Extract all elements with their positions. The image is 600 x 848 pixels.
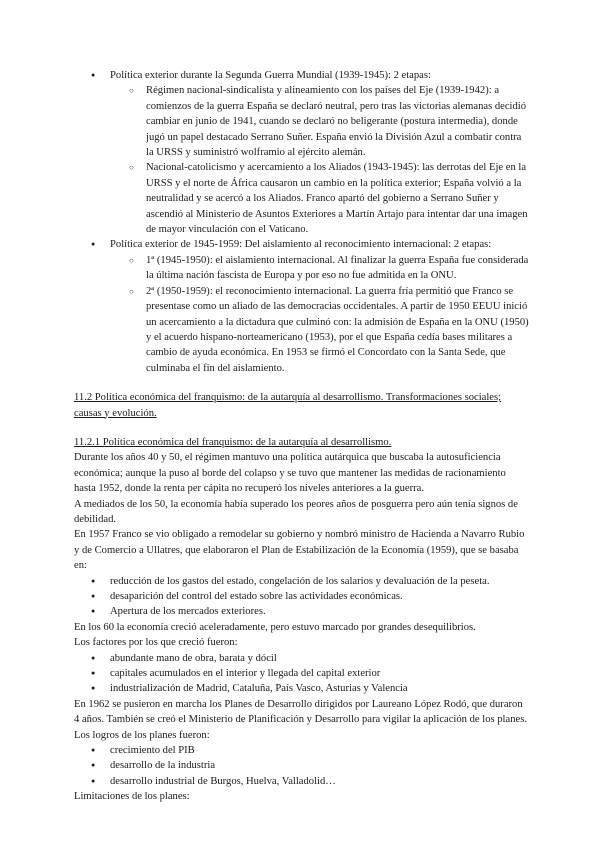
growth-factors-list bbox=[74, 651, 530, 697]
plan-achievements-list bbox=[74, 743, 530, 789]
section-heading: 11.2 Política económica del franquismo: de la autarquía al desarrollismo. Transformaciones sociales; causas y evolución. bbox=[74, 392, 502, 419]
list-item: ● Política exterior de 1945-1959: Del aislamiento al reconocimiento internacional: 2 etapas: bbox=[74, 237, 530, 252]
sub-list-item: ○ Régimen nacional-sindicalista y alineamiento con los países del Eje (1939-1942): a comienzos de la guerra España se declaró neutral, pero tras las victorias alemanas decidió cambiar en junio de 1941, cuando se declaró no beligerante (postura intermedia), donde jugó un papel destacado Serrano Suñer. España envió la División Azul a combatir contra la URSS y suministró wolframio al ejército alemán. bbox=[74, 83, 530, 160]
list-item: ● abundante mano de obra, barata y dócil bbox=[74, 651, 530, 666]
list-item: ● capitales acumulados en el interior y llegada del capital exterior bbox=[74, 666, 530, 681]
list-item: ● desarrollo de la industria bbox=[74, 758, 530, 773]
list-item: ● crecimiento del PIB bbox=[74, 743, 530, 758]
list-item: ● industrialización de Madrid, Cataluña, País Vasco, Asturias y Valencia bbox=[74, 681, 530, 696]
paragraph: Los factores por los que creció fueron: bbox=[74, 637, 238, 649]
paragraph: A mediados de los 50, la economía había superado los peores años de posguerra pero aún tenía signos de debilidad. bbox=[74, 498, 518, 525]
paragraph: Limitaciones de los planes: bbox=[74, 791, 190, 803]
list-item: ● Política exterior durante la Segunda Guerra Mundial (1939-1945): 2 etapas: bbox=[74, 68, 530, 83]
paragraph: En 1962 se pusieron en marcha los Planes de Desarrollo dirigidos por Laureano López Rodó, que duraron 4 años. También se creó el Ministerio de Planificación y Desarrollo para vigilar la aplicación de los planes. Los logros de los planes fueron: bbox=[74, 698, 527, 741]
foreign-policy-list bbox=[74, 68, 530, 376]
list-item: ● desaparición del control del estado sobre las actividades económicas. bbox=[74, 589, 530, 604]
subsection-heading: 11.2.1 Política económica del franquismo: de la autarquía al desarrollismo. bbox=[74, 436, 392, 448]
document-content bbox=[74, 68, 530, 805]
paragraph: Durante los años 40 y 50, el régimen mantuvo una política autárquica que buscaba la autosuficiencia económica; aunque la puso al borde del colapso y se tuvo que mantener las medidas de racionamiento hasta 1952, donde la renta per cápita no recuperó los niveles anteriores a la guerra. bbox=[74, 452, 506, 495]
sub-list-item: ○ 1ª (1945-1950): el aislamiento internacional. Al finalizar la guerra España fue considerada la última nación fascista de Europa y por eso no fue admitida en la ONU. bbox=[74, 253, 530, 284]
paragraph: En 1957 Franco se vio obligado a remodelar su gobierno y nombró ministro de Hacienda a Navarro Rubio y de Comercio a Ullatres, que elaboraron el Plan de Estabilización de la Economía (1959), que se basaba en: bbox=[74, 529, 525, 572]
list-item: ● reducción de los gastos del estado, congelación de los salarios y devaluación de la peseta. bbox=[74, 574, 530, 589]
stabilization-plan-list bbox=[74, 574, 530, 620]
sub-list-item: ○ 2ª (1950-1959): el reconocimiento internacional. La guerra fría permitió que Franco se presentase como un aliado de las democracias occidentales. A partir de 1950 EEUU inició un acercamiento a la dictadura que culminó con: la admisión de España en la ONU (1950) y el acuerdo hispano-norteamericano (1953), por el que España cedía bases militares a cambio de ayuda económica. En 1953 se firmó el Concordato con la Santa Sede, que culminaba el fin del aislamiento. bbox=[74, 284, 530, 376]
paragraph: En los 60 la economía creció aceleradamente, pero estuvo marcado por grandes desequilibrios. bbox=[74, 621, 476, 633]
sub-list-item: ○ Nacional-catolicismo y acercamiento a los Aliados (1943-1945): las derrotas del Eje en la URSS y el norte de África causaron un cambio en la política exterior; España volvió a la neutralidad y se acercó a los Aliados. Franco apartó del gobierno a Serrano Suñer y ascendió al Ministerio de Asuntos Exteriores a Martín Artajo para intentar dar una imagen de mayor vinculación con el Vaticano. bbox=[74, 160, 530, 237]
list-item: ● Apertura de los mercados exteriores. bbox=[74, 604, 530, 619]
list-item: ● desarrollo industrial de Burgos, Huelva, Valladolid… bbox=[74, 774, 530, 789]
